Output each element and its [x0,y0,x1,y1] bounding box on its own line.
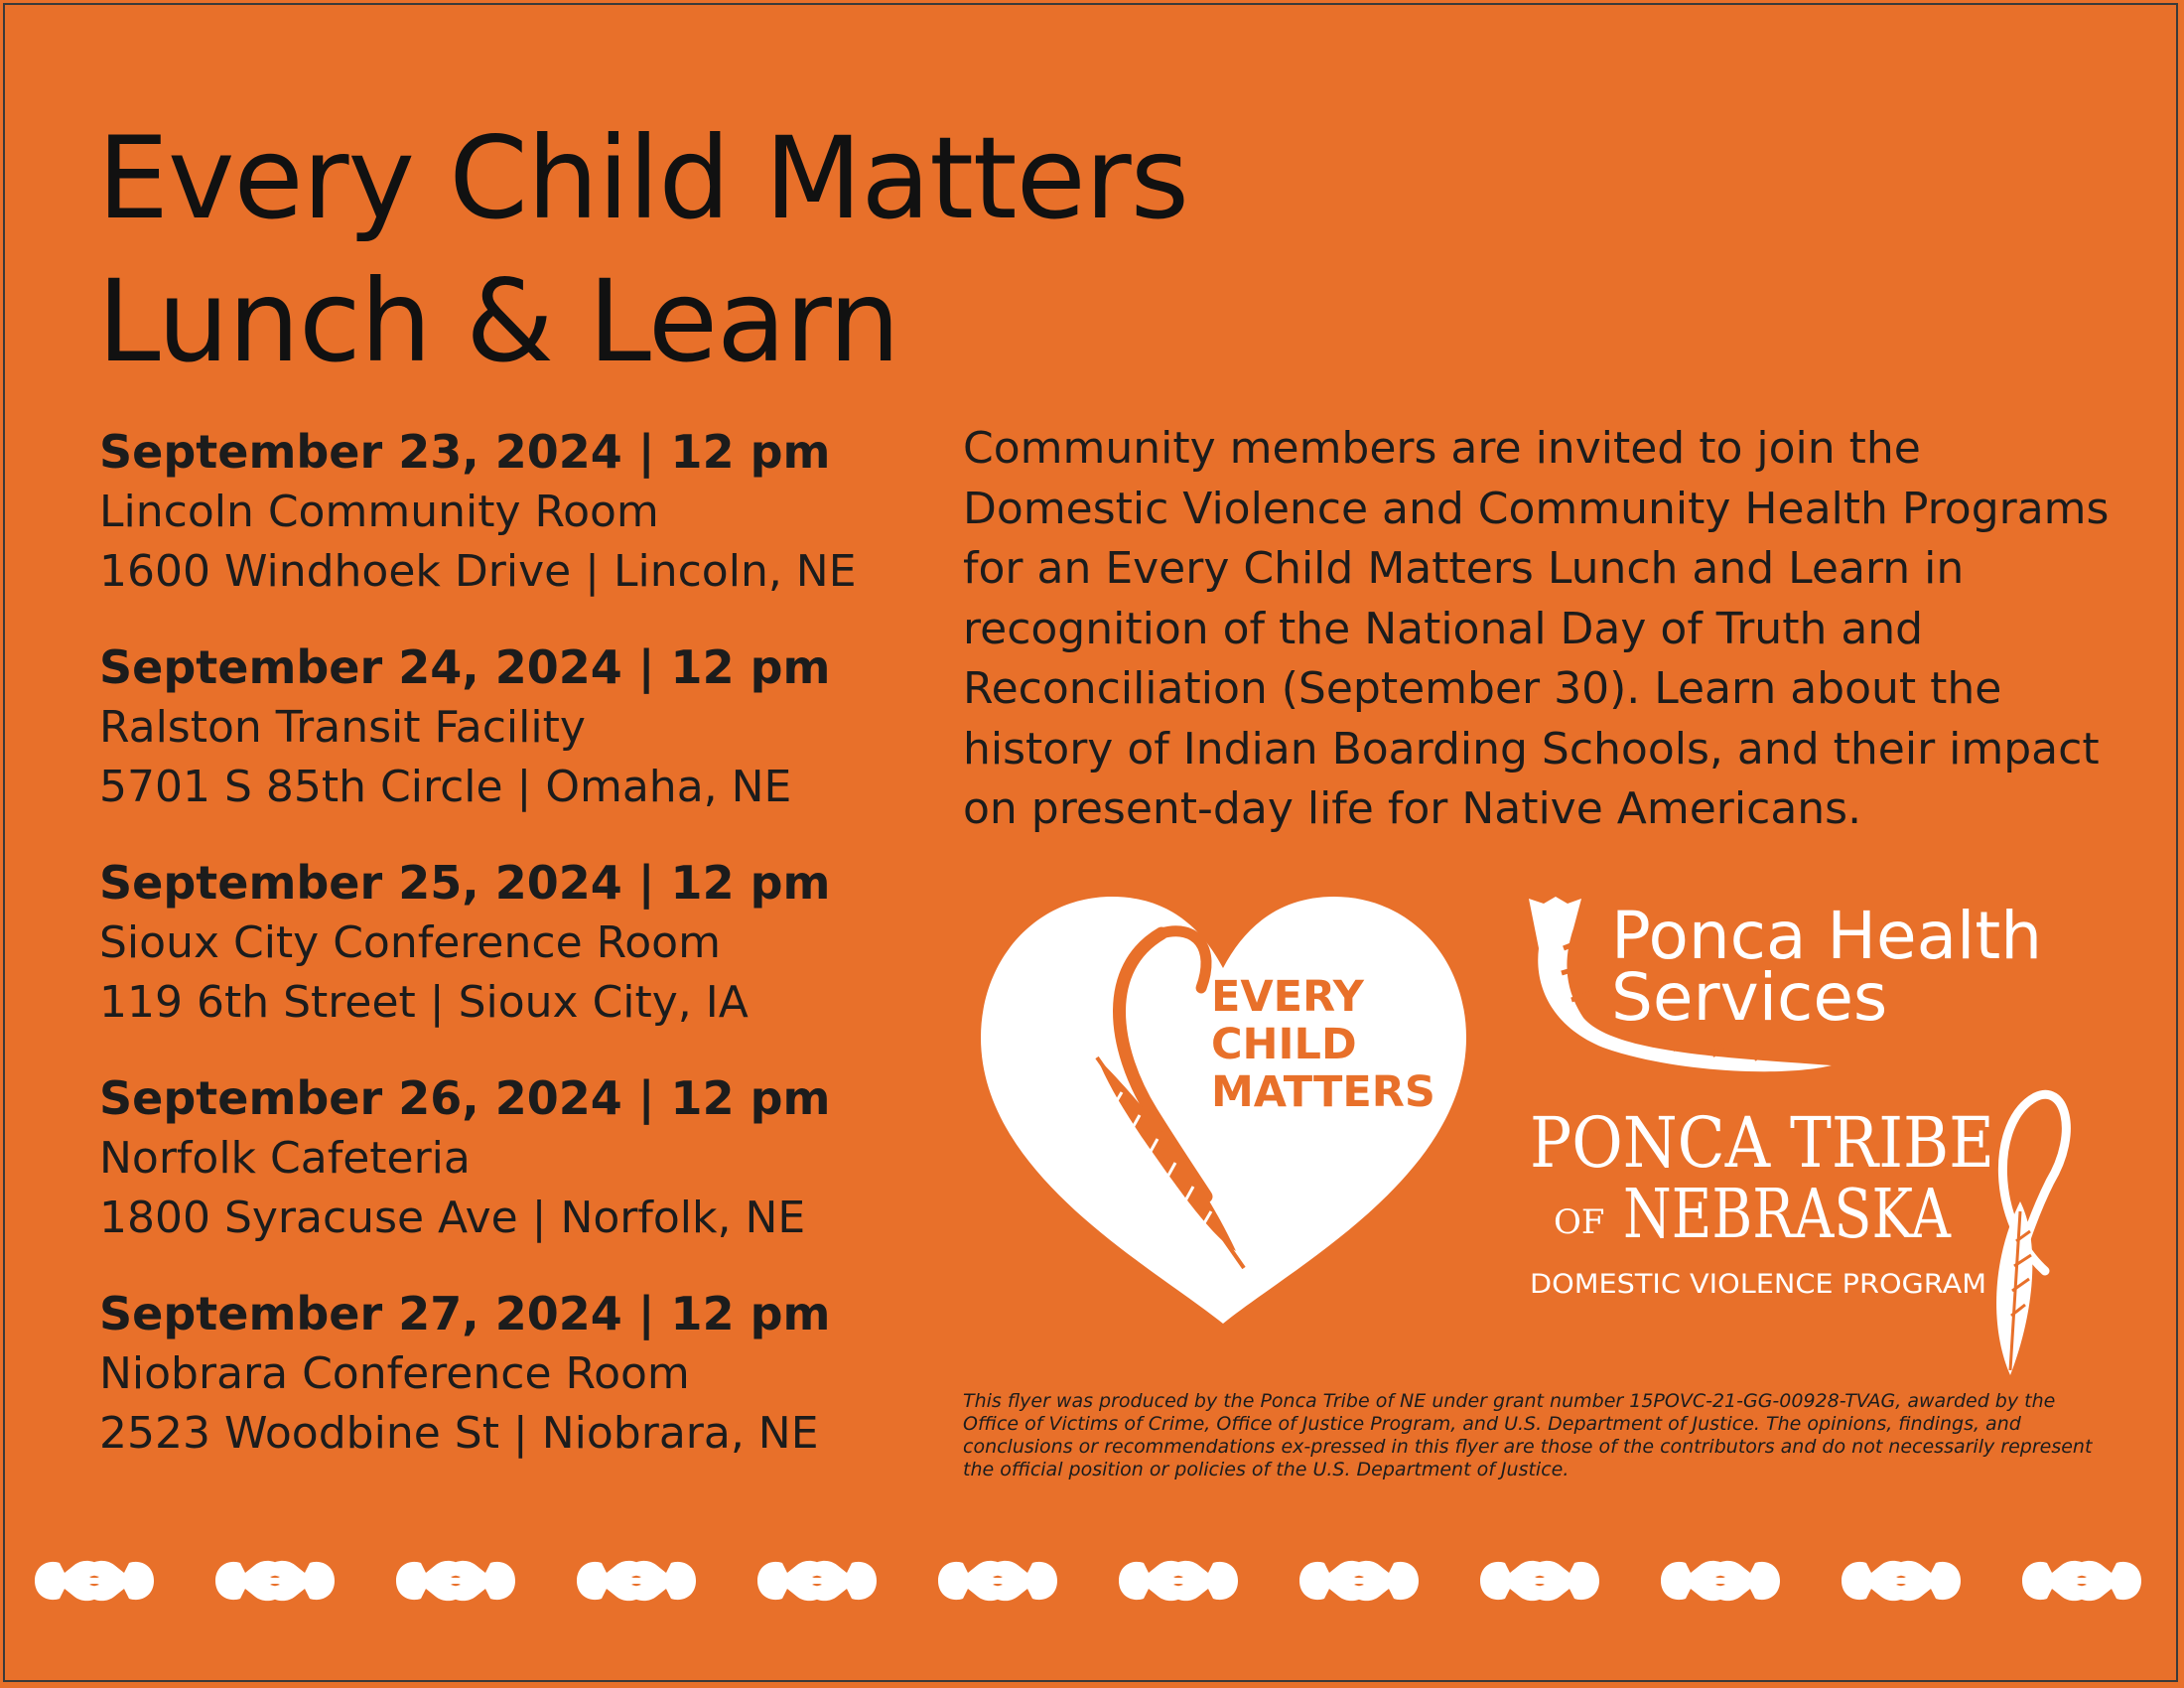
page-title [97,107,1188,393]
event-item [99,852,913,1033]
pattern-motif-icon [2022,1561,2141,1601]
ponca-tribe-logo [1524,1072,2110,1385]
pattern-motif-icon [577,1561,696,1601]
pattern-motif-icon [1119,1561,1238,1601]
pattern-motif-icon [396,1561,515,1601]
ecm-text-child: CHILD [1211,1020,1357,1069]
event-item [99,1283,913,1464]
event-date: September 27, 2024 | 12 pm [99,1287,831,1340]
event-venue: Sioux City Conference Room [99,917,721,968]
pattern-motif-icon [1661,1561,1780,1601]
pattern-motif-icon [1299,1561,1419,1601]
event-venue: Ralston Transit Facility [99,702,586,753]
event-venue: Niobrara Conference Room [99,1348,690,1399]
event-date: September 25, 2024 | 12 pm [99,856,831,910]
decorative-border [30,1551,2154,1611]
title-line-2: Lunch & Learn [97,255,899,387]
event-description: Community members are invited to join the Domestic Violence and Community Health Programs for an Every Child Matters Lunch and Learn in recognition of the National Day of Truth and Reconciliation (September 30). Learn about the history of Indian Boarding Schools, and their impact on present-day life for Native Americans. [963,423,2110,834]
tribe-text-line-1: PONCA TRIBE [1530,1102,1994,1184]
event-address: 119 6th Street | Sioux City, IA [99,977,749,1028]
pattern-motif-icon [1480,1561,1599,1601]
event-date: September 23, 2024 | 12 pm [99,425,831,479]
grant-disclaimer: This flyer was produced by the Ponca Tribe of NE under grant number 15POVC-21-GG-00928-TVAG, awarded by the Office of Victims of Crime, Office of Justice Program, and U.S. Department of Justice. The opinions, findings, and conclusions or recommendations ex-pressed in this flyer are those of the contributors and do not necessarily represent the official position or policies of the U.S. Department of Justice. [963,1390,2093,1480]
event-item [99,421,913,602]
ecm-text-matters: MATTERS [1211,1067,1435,1117]
pattern-motif-icon [35,1561,154,1601]
pattern-motif-icon [1842,1561,1961,1601]
phs-text-line-2: Services [1611,959,1888,1036]
title-line-1: Every Child Matters [97,112,1189,244]
event-address: 2523 Woodbine St | Niobrara, NE [99,1408,819,1459]
event-address: 5701 S 85th Circle | Omaha, NE [99,762,792,812]
event-date: September 26, 2024 | 12 pm [99,1071,831,1125]
event-venue: Norfolk Cafeteria [99,1133,471,1184]
pattern-motif-icon [215,1561,335,1601]
phs-text-line-1: Ponca Health [1611,898,2043,974]
feather-icon [1996,1201,2032,1375]
event-address: 1600 Windhoek Drive | Lincoln, NE [99,546,857,597]
tribe-text-prefix: OF [1554,1202,1605,1242]
event-item [99,1067,913,1248]
tribe-text-line-2: NEBRASKA [1623,1176,1952,1254]
event-item [99,636,913,817]
event-address: 1800 Syracuse Ave | Norfolk, NE [99,1193,806,1243]
pattern-motif-icon [757,1561,877,1601]
every-child-matters-logo [963,889,1484,1336]
event-list [99,421,913,1498]
ecm-text-every: EVERY [1211,972,1364,1022]
pattern-motif-icon [938,1561,1057,1601]
event-venue: Lincoln Community Room [99,487,659,537]
event-date: September 24, 2024 | 12 pm [99,640,831,694]
ponca-health-services-logo [1524,889,2110,1087]
tribe-text-program: DOMESTIC VIOLENCE PROGRAM [1530,1269,1986,1300]
